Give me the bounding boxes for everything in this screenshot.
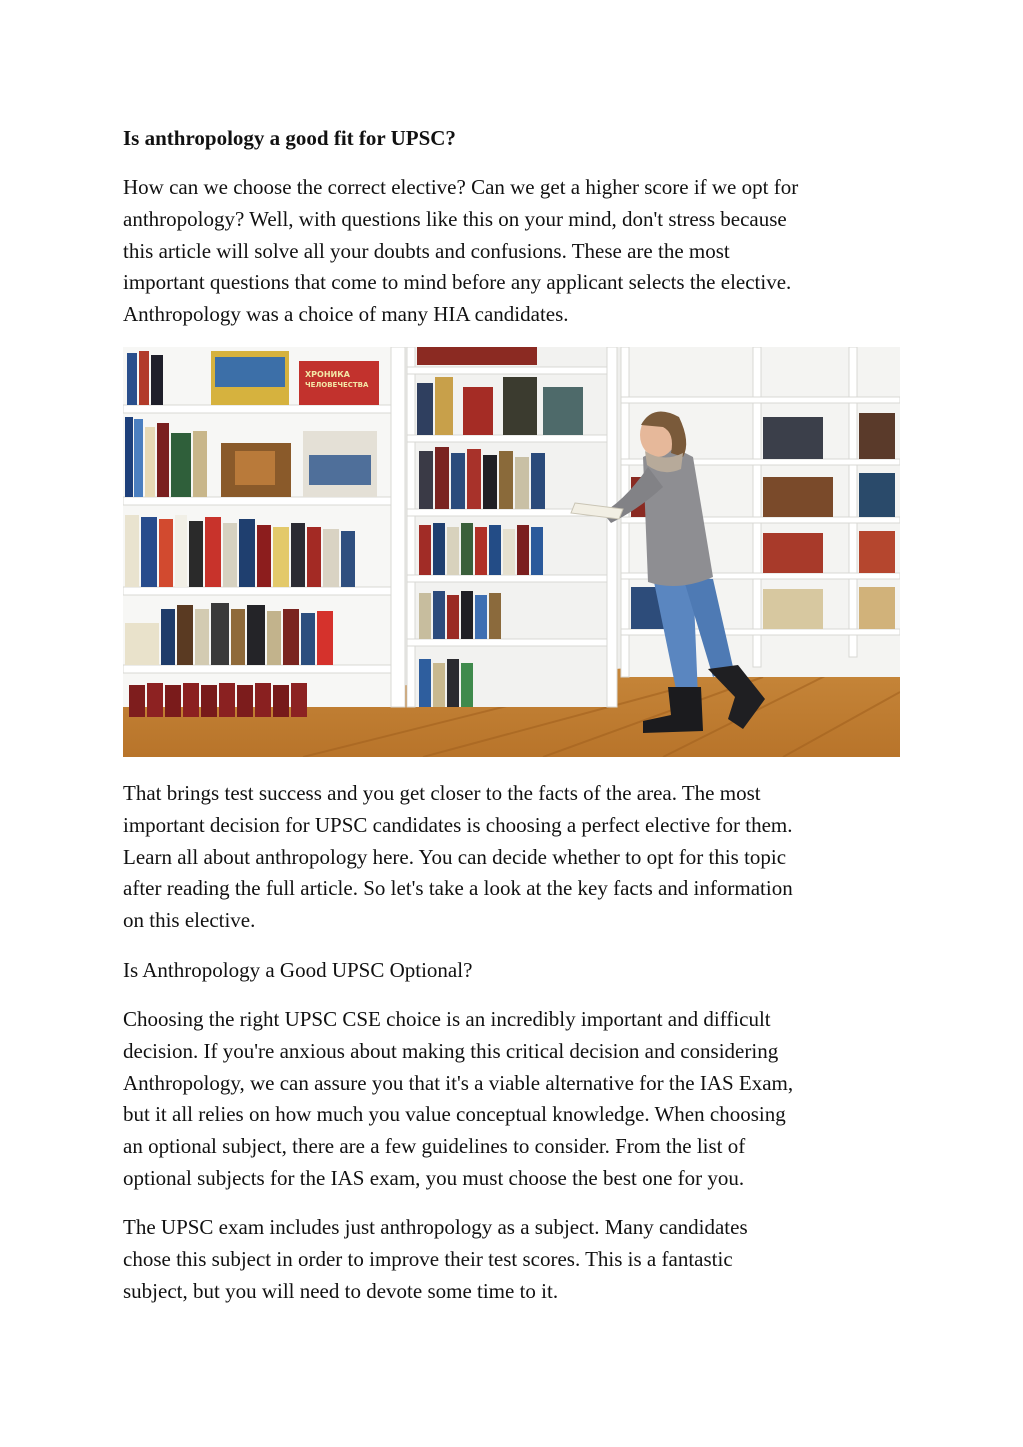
text-line: an optional subject, there are a few guidelines to consider. From the list of [123, 1134, 746, 1159]
text-line: Choosing the right UPSC CSE choice is an incredibly important and difficult [123, 1007, 771, 1031]
paragraph-4 [123, 1212, 748, 1307]
paragraph-2 [123, 778, 793, 937]
text-line: Is Anthropology a Good UPSC Optional? [123, 958, 473, 982]
text-line: but it all relies on how much you value conceptual knowledge. When choosing [123, 1102, 786, 1127]
intro-paragraph [123, 172, 798, 331]
paragraph-3 [123, 1004, 793, 1195]
text-line: decision. If you're anxious about making this critical decision and considering [123, 1038, 779, 1063]
article-title: Is anthropology a good fit for UPSC? [123, 126, 456, 150]
text-line: anthropology? Well, with questions like this on your mind, don't stress because [123, 206, 787, 231]
text-line: on this elective. [123, 908, 256, 933]
middle-bookshelf [407, 347, 617, 707]
text-line: important decision for UPSC candidates is choosing a perfect elective for them. [123, 812, 793, 837]
text-line: The UPSC exam includes just anthropology as a subject. Many candidates [123, 1215, 748, 1239]
text-line: How can we choose the correct elective? Can we get a higher score if we opt for [123, 175, 799, 199]
text-line: That brings test success and you get closer to the facts of the area. The most [123, 781, 761, 805]
book-cover-text: ХРОНИКА [305, 370, 350, 379]
text-line: subject, but you will need to devote some time to it. [123, 1278, 559, 1303]
text-line: optional subjects for the IAS exam, you must choose the best one for you. [123, 1165, 745, 1190]
subheading [123, 955, 472, 987]
text-line: chose this subject in order to improve their test scores. This is a fantastic [123, 1246, 733, 1271]
text-line: this article will solve all your doubts and confusions. These are the most [123, 238, 730, 263]
text-line: after reading the full article. So let's take a look at the key facts and information [123, 876, 793, 901]
left-bookshelf [123, 347, 405, 717]
book-cover-text: ЧЕЛОВЕЧЕСТВА [305, 381, 369, 389]
text-line: Anthropology was a choice of many HIA candidates. [123, 302, 569, 327]
text-line: Anthropology, we can assure you that it's a viable alternative for the IAS Exam, [123, 1070, 794, 1095]
text-line: Learn all about anthropology here. You can decide whether to opt for this topic [123, 844, 787, 869]
library-photo [123, 347, 900, 757]
text-line: important questions that come to mind before any applicant selects the elective. [123, 270, 792, 295]
